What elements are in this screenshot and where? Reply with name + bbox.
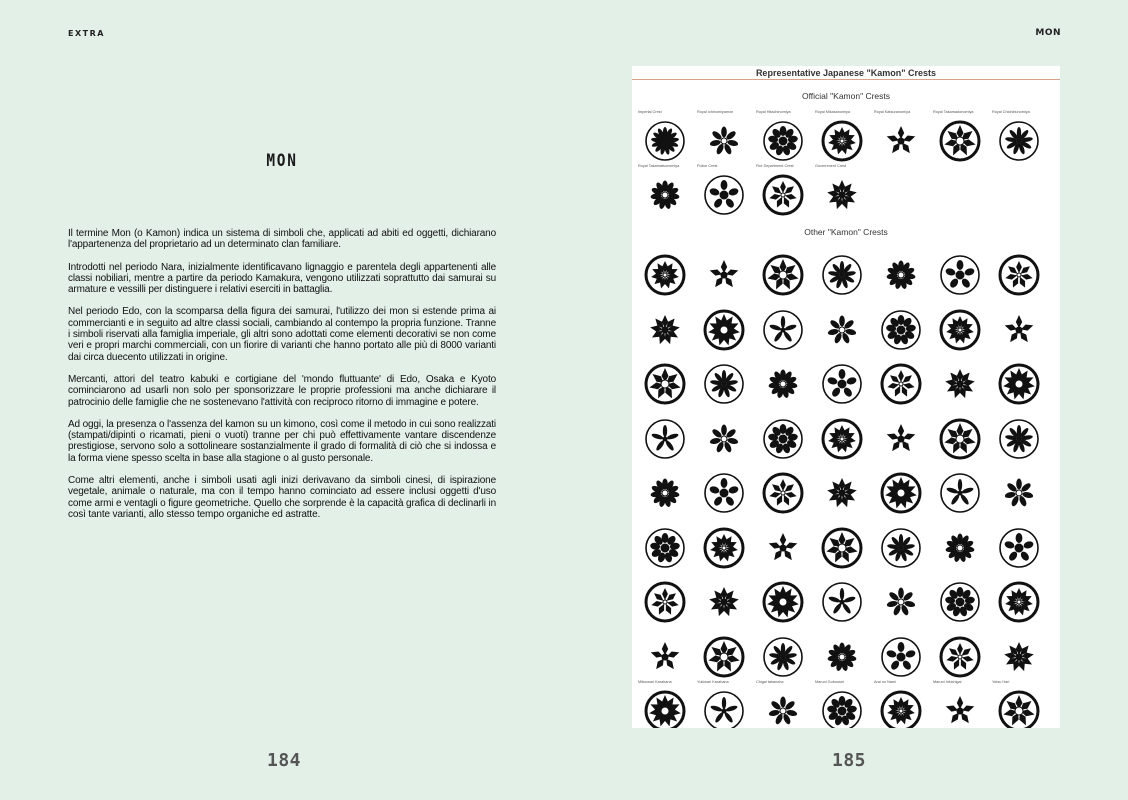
crest-cell	[931, 680, 989, 728]
crest-cell	[636, 571, 694, 627]
crest-cell	[636, 164, 694, 220]
crest-icon	[702, 362, 746, 406]
running-header-left: EXTRA	[68, 29, 105, 38]
crest-icon	[879, 635, 923, 679]
crest-icon	[761, 417, 805, 461]
crest-cell	[931, 244, 989, 300]
crest-cell	[695, 517, 753, 573]
crest-icon	[879, 417, 923, 461]
crest-icon	[643, 526, 687, 570]
crest-cell	[754, 164, 812, 220]
page-number-left: 184	[267, 750, 302, 771]
crest-cell	[754, 299, 812, 355]
chart-title: Representative Japanese "Kamon" Crests	[755, 68, 937, 78]
crest-cell	[813, 353, 871, 409]
crest-icon	[879, 526, 923, 570]
crest-icon	[643, 689, 687, 728]
crest-cell	[813, 244, 871, 300]
crest-cell	[872, 299, 930, 355]
crest-icon	[643, 253, 687, 297]
paragraph: Ad oggi, la presenza o l'assenza del kamon su un kimono, così come il metodo in cui sono realizzati (stampati/dipinti o ricamati, pieni o vuoti) tranne per chi può effettivamente vantare discendenze prestigiose, servono solo a sottolineare sostanzialmente il grado di formalità di ciò che si indossa e la forma viene spesso scelta in base alla stagione o al gusto personale.	[68, 418, 496, 464]
crest-caption: Police Crest	[697, 164, 718, 168]
crest-icon	[938, 526, 982, 570]
crest-caption: Mitsuwari Karahana	[638, 680, 672, 684]
other-crests-label: Other "Kamon" Crests	[804, 227, 888, 237]
crest-cell	[990, 462, 1048, 518]
crest-cell	[990, 626, 1048, 682]
crest-icon	[879, 308, 923, 352]
crest-cell	[754, 462, 812, 518]
crest-icon	[997, 253, 1041, 297]
crest-cell	[695, 462, 753, 518]
crest-icon	[643, 417, 687, 461]
crest-icon	[702, 471, 746, 515]
paragraph: Il termine Mon (o Kamon) indica un sistema di simboli che, applicati ad abiti ed oggetti, dichiarano l'appartenenza del proprietario ad un determinato clan familiare.	[68, 228, 496, 251]
chart-divider	[632, 79, 1060, 80]
crest-icon	[879, 689, 923, 728]
crest-cell	[695, 299, 753, 355]
crest-cell	[754, 517, 812, 573]
crest-icon	[997, 580, 1041, 624]
crest-icon	[761, 362, 805, 406]
crest-cell	[695, 680, 753, 728]
kamon-crest-chart	[632, 66, 1060, 728]
crest-icon	[879, 119, 923, 163]
crest-icon	[643, 471, 687, 515]
crest-icon	[761, 173, 805, 217]
crest-icon	[820, 417, 864, 461]
crest-cell	[990, 244, 1048, 300]
crest-cell	[813, 626, 871, 682]
running-header-right: MON	[1035, 28, 1061, 38]
body-text	[68, 228, 496, 531]
crest-cell	[872, 680, 930, 728]
crest-icon	[938, 635, 982, 679]
crest-icon	[820, 635, 864, 679]
crest-caption: Royal Takamatsunomiya	[638, 164, 680, 168]
crest-caption: Royal Ichinomiyamon	[697, 110, 734, 114]
crest-icon	[938, 471, 982, 515]
paragraph: Nel periodo Edo, con la scomparsa della figura dei samurai, l'utilizzo dei mon si estende prima ai commercianti e in seguito ad altre classi sociali, cambiando al contempo la propria funzione. Tranne i simboli riservati alla famiglia imperiale, gli altri sono adottati come elementi decorativi se non come veri e propri marchi commerciali, con un fiorire di varianti che hanno portato alle più di 8000 varianti dai circa duecento utilizzati in origine.	[68, 306, 496, 363]
crest-cell	[636, 299, 694, 355]
crest-cell	[754, 110, 812, 166]
crest-cell	[813, 571, 871, 627]
crest-icon	[702, 635, 746, 679]
crest-icon	[702, 526, 746, 570]
crest-icon	[643, 362, 687, 406]
crest-caption: Chigai takanoha	[756, 680, 784, 684]
crest-cell	[931, 353, 989, 409]
crest-cell	[695, 164, 753, 220]
crest-cell	[872, 517, 930, 573]
crest-cell	[695, 626, 753, 682]
page-title: MON	[266, 151, 298, 171]
crest-icon	[761, 635, 805, 679]
crest-cell	[990, 110, 1048, 166]
crest-cell	[695, 408, 753, 464]
crest-icon	[997, 635, 1041, 679]
crest-icon	[997, 417, 1041, 461]
crest-icon	[643, 119, 687, 163]
crest-caption: Royal Hitachinomiya	[756, 110, 791, 114]
crest-cell	[695, 353, 753, 409]
crest-icon	[938, 253, 982, 297]
crest-icon	[820, 173, 864, 217]
crest-icon	[761, 308, 805, 352]
crest-cell	[931, 571, 989, 627]
paragraph: Come altri elementi, anche i simboli usati agli inizi derivavano da simboli cinesi, di ispirazione vegetale, animale o naturale, ma con il tempo hanno cominciato ad essere inclusi oggetti d'uso come armi e ventagli o figure geometriche. Quello che sorprende è la capacità grafica di declinarli in così tante varianti, allo stesso tempo organiche ed astratte.	[68, 475, 496, 520]
crest-icon	[997, 119, 1041, 163]
crest-icon	[761, 526, 805, 570]
crest-cell	[872, 626, 930, 682]
crest-icon	[997, 471, 1041, 515]
crest-caption: Maruni Gobousei	[815, 680, 844, 684]
crest-icon	[997, 362, 1041, 406]
crest-icon	[761, 580, 805, 624]
crest-cell	[931, 408, 989, 464]
crest-caption: Royal Mikasanomiya	[815, 110, 851, 114]
crest-caption: Royal Katsuranomiya	[874, 110, 911, 114]
crest-cell	[872, 408, 930, 464]
paragraph: Mercanti, attori del teatro kabuki e cortigiane del 'mondo fluttuante' di Edo, Osaka e Kyoto cominciarono ad usarli non solo per sponsorizzare le proprie professioni ma anche dichiarare il patrocinio delle famiglie che ne sostenevano l'attività con reciproco ritorno di immagine e potere.	[68, 373, 496, 408]
crest-icon	[702, 580, 746, 624]
crest-cell	[813, 462, 871, 518]
crest-icon	[820, 308, 864, 352]
crest-cell	[636, 408, 694, 464]
crest-icon	[938, 308, 982, 352]
crest-cell	[754, 408, 812, 464]
crest-cell	[931, 626, 989, 682]
crest-icon	[702, 173, 746, 217]
crest-cell	[813, 680, 871, 728]
crest-cell	[872, 244, 930, 300]
crest-cell	[931, 462, 989, 518]
crest-caption: Fire Department Crest	[756, 164, 794, 168]
crest-cell	[754, 353, 812, 409]
crest-caption: Yotsu Hari	[992, 680, 1010, 684]
crest-icon	[938, 417, 982, 461]
crest-icon	[820, 689, 864, 728]
crest-icon	[702, 119, 746, 163]
crest-caption: Royal Chichibunomiya	[992, 110, 1030, 114]
crest-cell	[636, 244, 694, 300]
crest-cell	[931, 110, 989, 166]
crest-caption: Imperial Crest	[638, 110, 662, 114]
crest-icon	[938, 362, 982, 406]
crest-icon	[938, 580, 982, 624]
crest-cell	[990, 517, 1048, 573]
crest-cell	[990, 353, 1048, 409]
crest-cell	[695, 110, 753, 166]
crest-icon	[761, 253, 805, 297]
page-number-right: 185	[832, 750, 867, 771]
crest-caption: Government Crest	[815, 164, 847, 168]
crest-icon	[702, 689, 746, 728]
crest-icon	[820, 119, 864, 163]
crest-icon	[643, 635, 687, 679]
crest-cell	[813, 110, 871, 166]
crest-icon	[879, 253, 923, 297]
crest-icon	[879, 580, 923, 624]
crest-cell	[754, 244, 812, 300]
crest-cell	[636, 110, 694, 166]
crest-icon	[761, 119, 805, 163]
crest-icon	[820, 580, 864, 624]
crest-icon	[997, 689, 1041, 728]
crest-cell	[990, 571, 1048, 627]
crest-cell	[754, 626, 812, 682]
crest-icon	[820, 362, 864, 406]
crest-cell	[872, 462, 930, 518]
crest-icon	[820, 526, 864, 570]
crest-icon	[997, 526, 1041, 570]
crest-icon	[702, 417, 746, 461]
crest-cell	[813, 164, 871, 220]
crest-cell	[931, 517, 989, 573]
crest-cell	[813, 408, 871, 464]
crest-icon	[820, 471, 864, 515]
official-crests-label: Official "Kamon" Crests	[801, 91, 891, 101]
crest-cell	[636, 517, 694, 573]
crest-icon	[643, 308, 687, 352]
crest-cell	[636, 462, 694, 518]
crest-cell	[872, 353, 930, 409]
crest-icon	[938, 119, 982, 163]
crest-cell	[754, 571, 812, 627]
paragraph: Introdotti nel periodo Nara, inizialmente identificavano lignaggio e parentela degli appartenenti alle classi nobiliari, mentre a partire da periodo Kamakura, vengono utilizzati soprattutto dai samurai su armature e vessilli per distinguere i relativi eserciti in battaglia.	[68, 261, 496, 296]
crest-icon	[643, 173, 687, 217]
crest-icon	[879, 362, 923, 406]
crest-icon	[702, 253, 746, 297]
crest-icon	[643, 580, 687, 624]
crest-cell	[990, 299, 1048, 355]
crest-cell	[872, 571, 930, 627]
crest-cell	[636, 680, 694, 728]
crest-cell	[990, 680, 1048, 728]
crest-cell	[931, 299, 989, 355]
crest-cell	[813, 299, 871, 355]
crest-cell	[754, 680, 812, 728]
crest-cell	[990, 408, 1048, 464]
crest-icon	[820, 253, 864, 297]
crest-cell	[695, 244, 753, 300]
crest-icon	[938, 689, 982, 728]
crest-caption: Maruni Irikichigai	[933, 680, 962, 684]
crest-cell	[872, 110, 930, 166]
crest-icon	[702, 308, 746, 352]
crest-caption: Royal Takamadonomiya	[933, 110, 974, 114]
crest-cell	[636, 626, 694, 682]
crest-cell	[636, 353, 694, 409]
crest-icon	[761, 471, 805, 515]
crest-caption: Arai no Nami	[874, 680, 896, 684]
crest-cell	[813, 517, 871, 573]
crest-icon	[997, 308, 1041, 352]
crest-cell	[695, 571, 753, 627]
crest-icon	[879, 471, 923, 515]
crest-caption: Yukiwari Karahana	[697, 680, 729, 684]
crest-icon	[761, 689, 805, 728]
